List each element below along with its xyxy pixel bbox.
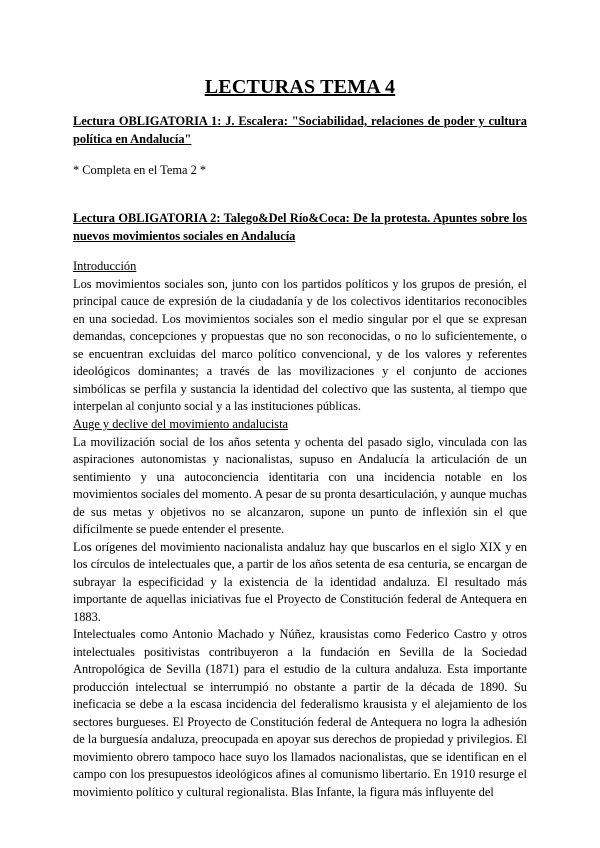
intro-paragraph: Los movimientos sociales son, junto con los partidos políticos y los grupos de presión, el principal cauce de expresión de la ciudadanía y de los colectivos identitarios reconocibles en una sociedad. Los movimientos sociales son el medio singular por el que se expresan demandas, concepciones y propuestas que no son reconocidas, o no lo suficientemente, o se encuentran excluidas del marco político convencional, y de los valores y referentes ideológicos dominantes; a través de las movilizaciones y el conjunto de acciones simbólicas se perfila y sustancia la identidad del colectivo que las sustenta, al tiempo que interpelan al conjunto social y a las instituciones públicas. (73, 276, 527, 413)
section2-title: Auge y declive del movimiento andalucista (73, 417, 289, 431)
page-title: LECTURAS TEMA 4 (204, 76, 396, 98)
intro-section (73, 258, 527, 416)
section2-paragraph-2: Los orígenes del movimiento nacionalista andaluz hay que buscarlos en el siglo XIX y en los círculos de intelectuales que, a partir de los años setenta de esa centuria, se encargan de subrayar la especificidad y la existencia de la identidad andaluza. El resultado más importante de aquellas iniciativas fue el Proyecto de Constitución federal de Antequera en 1883. (73, 539, 527, 624)
reading1-note: * Completa en el Tema 2 * (73, 163, 207, 177)
section2 (73, 416, 527, 801)
reading2-heading: Lectura OBLIGATORIA 2: Talego&Del Río&Coca: De la protesta. Apuntes sobre los nuevos movimientos sociales en Andalucía (73, 211, 527, 243)
section2-paragraph-1: La movilización social de los años setenta y ochenta del pasado siglo, vinculada con las aspiraciones autonomistas y nacionalistas, supuso en Andalucía la articulación de un sentimiento y una autoconciencia identitaria con una incidencia notable en los movimientos sociales del momento. A pesar de su pronta desarticulación, y aunque muchas de sus metas y objetivos no se alcanzaron, supone un punto de inflexión sin el que difícilmente se puede entender el presente. (73, 434, 527, 536)
reading1-heading: Lectura OBLIGATORIA 1: J. Escalera: "Sociabilidad, relaciones de poder y cultura política en Andalucía" (73, 114, 527, 146)
intro-title: Introducción (73, 259, 137, 273)
section2-paragraph-3: Intelectuales como Antonio Machado y Núñez, krausistas como Federico Castro y otros intelectuales positivistas contribuyeron a la fundación en Sevilla de la Sociedad Antropológica de Sevilla (1871) para el estudio de la cultura andaluza. Esta importante producción intelectual se interrumpió no obstante a partir de la década de 1890. Su ineficacia se debe a la escasa incidencia del federalismo krausista y el alejamiento de los sectores burgueses. El Proyecto de Constitución federal de Antequera no logra la adhesión de la burguesía andaluza, preocupada en apoyar sus derechos de propiedad y privilegios. El movimiento obrero tampoco hace suyo los llamados nacionalistas, que se identifican en el campo con los presupuestos ideológicos afines al comunismo libertario. En 1910 resurge el movimiento político y cultural regionalista. Blas Infante, la figura más influyente del (73, 627, 527, 799)
